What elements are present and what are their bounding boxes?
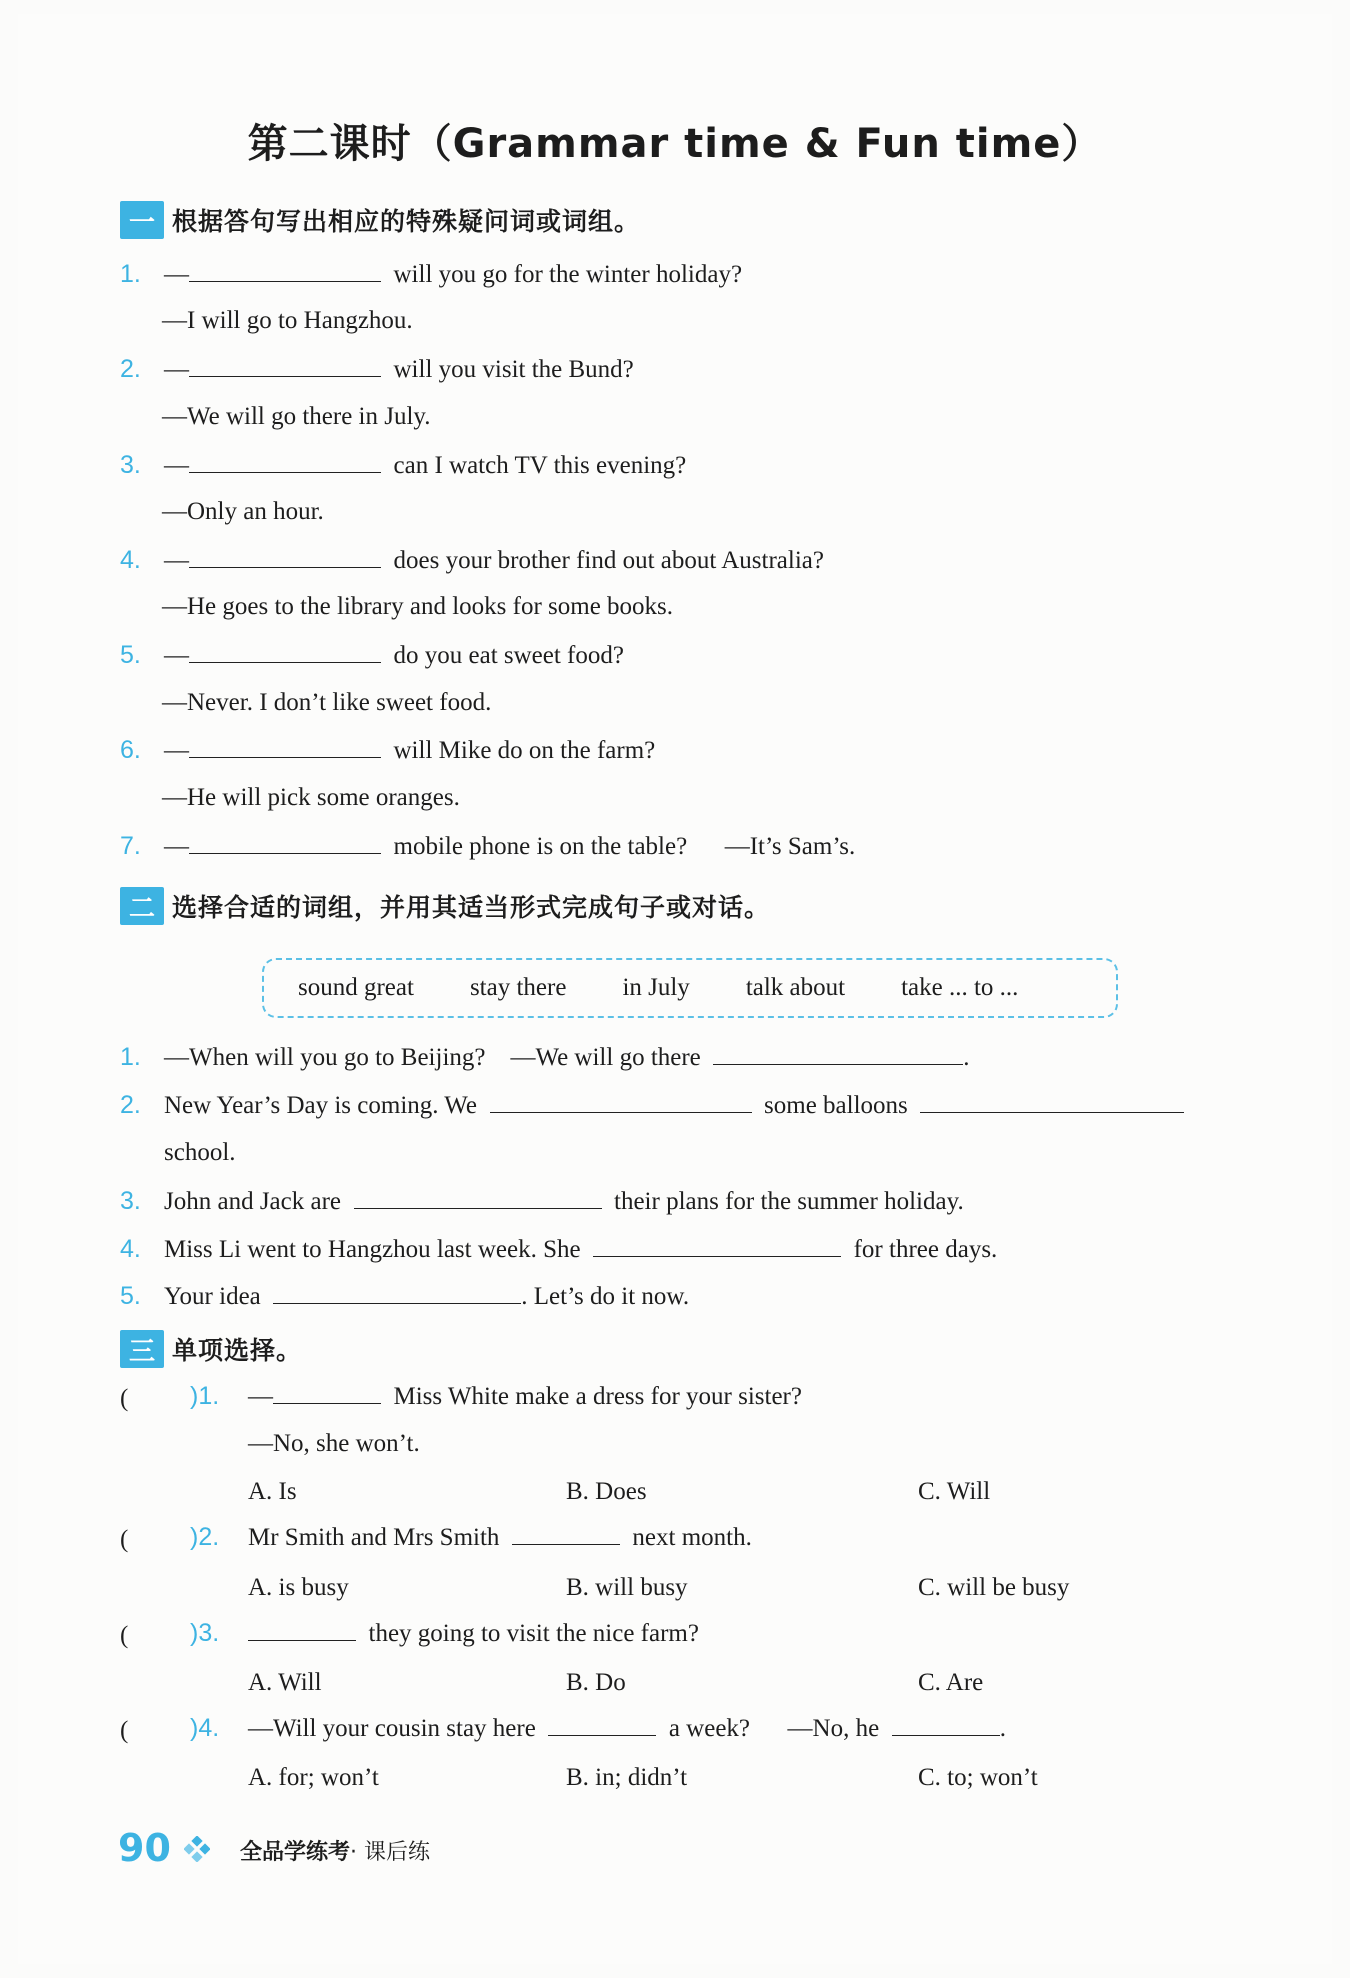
answer-blank[interactable]: [189, 733, 381, 758]
page-number: 90: [118, 1826, 171, 1870]
question-7: 7. — mobile phone is on the table? —It’s Sam’s.: [120, 829, 855, 863]
answer-line: —He goes to the library and looks for some books.: [162, 593, 674, 620]
answer-blank[interactable]: [593, 1232, 841, 1257]
mc-dialogue-answer: —No, she won’t.: [248, 1430, 420, 1457]
answer-blank[interactable]: [892, 1711, 1000, 1736]
option-b[interactable]: B. Do: [566, 1669, 626, 1696]
option-c[interactable]: C. Will: [918, 1478, 991, 1505]
answer-line: —Never. I don’t like sweet food.: [162, 689, 492, 716]
answer-blank[interactable]: [248, 1616, 356, 1641]
section-instruction: 选择合适的词组，并用其适当形式完成句子或对话。: [172, 893, 771, 922]
answer-blank[interactable]: [548, 1711, 656, 1736]
section-badge: 一: [120, 201, 164, 239]
fill-item-5: 5. Your idea . Let’s do it now.: [120, 1279, 689, 1313]
word-bank: [262, 958, 1118, 1018]
question-number: 1.: [120, 260, 141, 288]
word-option: stay there: [469, 974, 567, 1001]
answer-blank[interactable]: [189, 257, 381, 282]
answer-blank[interactable]: [189, 448, 381, 473]
answer-blank[interactable]: [920, 1088, 1184, 1113]
section-badge: 三: [120, 1330, 164, 1368]
brand-subtitle: · 课后练: [350, 1840, 431, 1865]
fill-item-1: 1. —When will you go to Beijing? —We will go there .: [120, 1040, 970, 1074]
question-5: 5. — do you eat sweet food?: [120, 638, 624, 672]
fill-item-2-continued: school.: [164, 1139, 236, 1166]
answer-blank[interactable]: [354, 1184, 602, 1209]
page-title: 第二课时（Grammar time & Fun time）: [247, 121, 1103, 167]
question-6: 6. — will Mike do on the farm?: [120, 733, 655, 767]
answer-blank[interactable]: [189, 829, 381, 854]
question-4: 4. — does your brother find out about Australia?: [120, 543, 824, 577]
answer-paren-open[interactable]: (: [120, 1385, 129, 1412]
answer-blank[interactable]: [490, 1088, 752, 1113]
mc-question-2: )2. Mr Smith and Mrs Smith next month.: [190, 1520, 752, 1554]
section-2-header: [120, 886, 770, 926]
section-instruction: 单项选择。: [172, 1336, 303, 1365]
answer-blank[interactable]: [512, 1520, 620, 1545]
word-option: sound great: [298, 974, 414, 1001]
brand-name: 全品学练考: [240, 1840, 351, 1865]
answer-paren-open[interactable]: (: [120, 1717, 129, 1744]
word-option: take ... to ...: [901, 974, 1019, 1001]
option-b[interactable]: B. Does: [566, 1478, 647, 1505]
option-b[interactable]: B. in; didn’t: [566, 1764, 688, 1791]
answer-blank[interactable]: [713, 1040, 963, 1065]
section-1-header: [120, 200, 640, 240]
option-a[interactable]: A. is busy: [248, 1574, 349, 1601]
answer-blank[interactable]: [189, 543, 381, 568]
answer-blank[interactable]: [273, 1279, 521, 1304]
option-a[interactable]: A. Will: [248, 1669, 322, 1696]
option-c[interactable]: C. to; won’t: [918, 1764, 1038, 1791]
word-option: in July: [622, 974, 690, 1001]
option-a[interactable]: A. Is: [248, 1478, 297, 1505]
section-3-header: [120, 1329, 302, 1369]
option-c[interactable]: C. Are: [918, 1669, 984, 1696]
answer-line: —He will pick some oranges.: [162, 784, 460, 811]
answer-blank[interactable]: [273, 1379, 381, 1404]
mc-question-1: )1. — Miss White make a dress for your sister?: [190, 1379, 802, 1413]
word-option: talk about: [745, 974, 846, 1001]
option-c[interactable]: C. will be busy: [918, 1574, 1070, 1601]
answer-blank[interactable]: [189, 638, 381, 663]
question-1: 1. — will you go for the winter holiday?: [120, 257, 742, 291]
answer-blank[interactable]: [189, 352, 381, 377]
section-instruction: 根据答句写出相应的特殊疑问词或词组。: [172, 207, 641, 236]
answer-line: —Only an hour.: [162, 498, 324, 525]
question-2: 2. — will you visit the Bund?: [120, 352, 634, 386]
mc-question-3: )3. they going to visit the nice farm?: [190, 1616, 699, 1650]
fill-item-4: 4. Miss Li went to Hangzhou last week. She for three days.: [120, 1232, 997, 1266]
answer-paren-open[interactable]: (: [120, 1622, 129, 1649]
option-a[interactable]: A. for; won’t: [248, 1764, 379, 1791]
answer-paren-open[interactable]: (: [120, 1526, 129, 1553]
fill-item-2: 2. New Year’s Day is coming. We some balloons: [120, 1088, 1184, 1122]
answer-line: —I will go to Hangzhou.: [162, 307, 413, 334]
question-3: 3. — can I watch TV this evening?: [120, 448, 686, 482]
section-badge: 二: [120, 887, 164, 925]
footer-brand: [240, 1835, 430, 1866]
option-b[interactable]: B. will busy: [566, 1574, 688, 1601]
mc-question-4: )4. —Will your cousin stay here a week? —No, he .: [190, 1711, 1006, 1745]
diamond-cluster-icon: [184, 1836, 210, 1862]
fill-item-3: 3. John and Jack are their plans for the summer holiday.: [120, 1184, 964, 1218]
answer-line: —We will go there in July.: [162, 403, 431, 430]
